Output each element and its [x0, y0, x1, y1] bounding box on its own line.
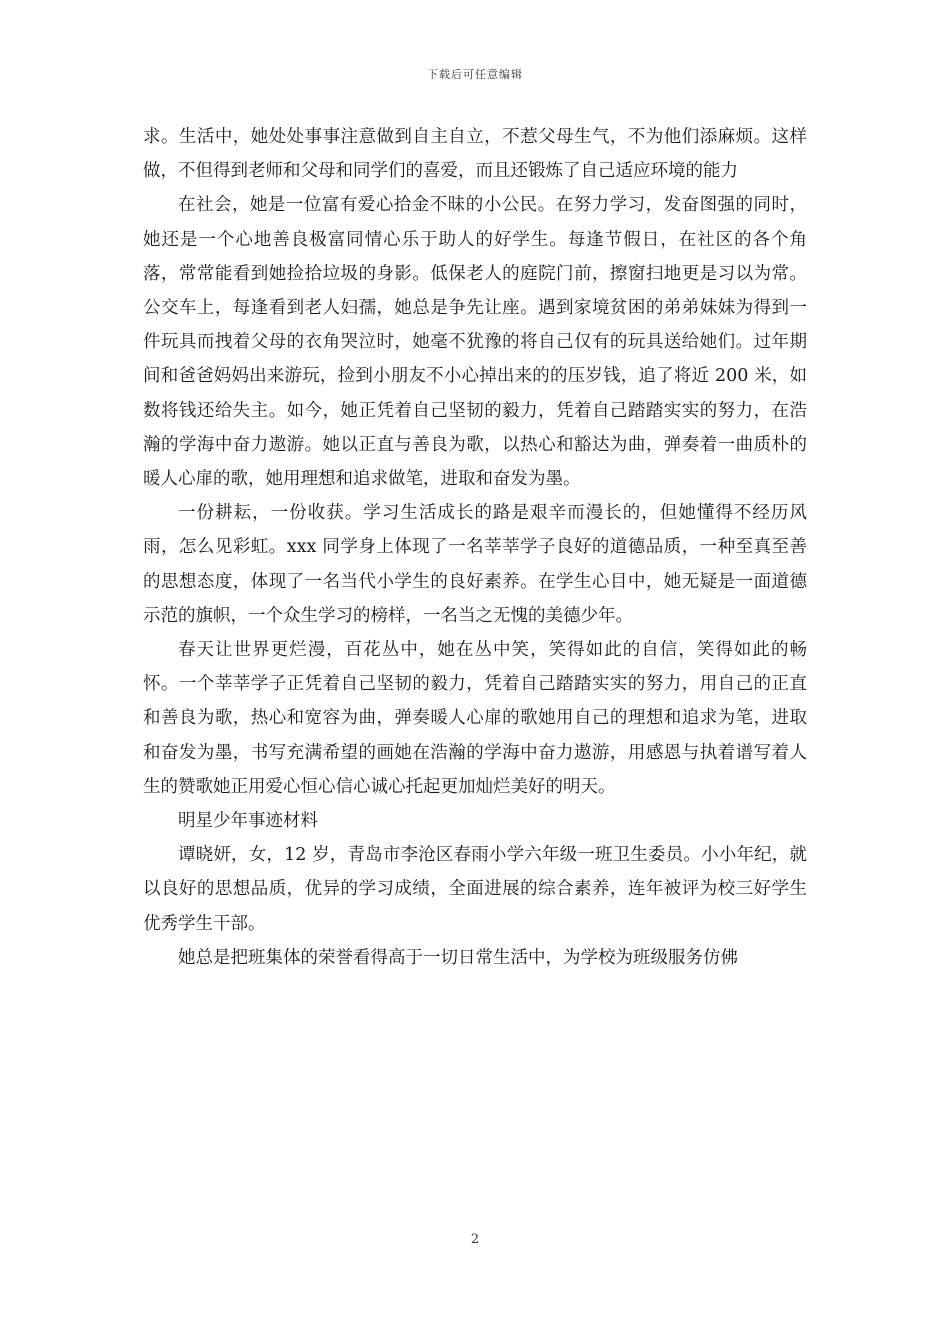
paragraph: 春天让世界更烂漫，百花丛中，她在丛中笑，笑得如此的自信，笑得如此的畅怀。一个莘莘学子正凭着自己坚韧的毅力，凭着自己踏踏实实的努力，用自己的正直和善良为歌，热心和宽容为曲，弹奏暖人心扉的歌她用自己的理想和追求为笔，进取和奋发为墨，书写充满希望的画她在浩瀚的学海中奋力遨游，用感恩与执着谱写着人生的赞歌她正用爱心恒心信心诚心托起更加灿烂美好的明天。 — [143, 640, 807, 797]
section-heading: 明星少年事迹材料 — [178, 811, 318, 832]
paragraph: 一份耕耘，一份收获。学习生活成长的路是艰辛而漫长的，但她懂得不经历风雨，怎么见彩虹。xxx 同学身上体现了一名莘莘学子良好的道德品质，一种至真至善的思想态度，体现了一名当代小学生的良好素养。在学生心目中，她无疑是一面道德示范的旗帜，一个众生学习的榜样，一名当之无愧的美德少年。 — [143, 503, 807, 626]
paragraph: 求。生活中，她处处事事注意做到自主自立，不惹父母生气，不为他们添麻烦。这样做，不但得到老师和父母和同学们的喜爱，而且还锻炼了自己适应环境的能力 — [143, 127, 807, 182]
paragraph: 谭晓妍，女，12 岁，青岛市李沧区春雨小学六年级一班卫生委员。小小年纪，就以良好的思想品质，优异的学习成绩，全面进展的综合素养，连年被评为校三好学生优秀学生干部。 — [143, 845, 807, 934]
page-header: 下载后可任意编辑 — [427, 68, 523, 81]
page-number: 2 — [470, 1232, 480, 1247]
document-body — [143, 120, 807, 975]
paragraph: 在社会，她是一位富有爱心拾金不昧的小公民。在努力学习，发奋图强的同时，她还是一个心地善良极富同情心乐于助人的好学生。每逢节假日，在社区的各个角落，常常能看到她捡拾垃圾的身影。低保老人的庭院门前，擦窗扫地更是习以为常。公交车上，每逢看到老人妇孺，她总是争先让座。遇到家境贫困的弟弟妹妹为得到一件玩具而拽着父母的衣角哭泣时，她毫不犹豫的将自己仅有的玩具送给她们。过年期间和爸爸妈妈出来游玩，捡到小朋友不小心掉出来的的压岁钱，追了将近 200 米，如数将钱还给失主。如今，她正凭着自己坚韧的毅力，凭着自己踏踏实实的努力，在浩瀚的学海中奋力遨游。她以正直与善良为歌，以热心和豁达为曲，弹奏着一曲质朴的暖人心扉的歌，她用理想和追求做笔，进取和奋发为墨。 — [143, 195, 807, 490]
paragraph: 她总是把班集体的荣誉看得高于一切日常生活中，为学校为班级服务仿佛 — [178, 947, 738, 968]
